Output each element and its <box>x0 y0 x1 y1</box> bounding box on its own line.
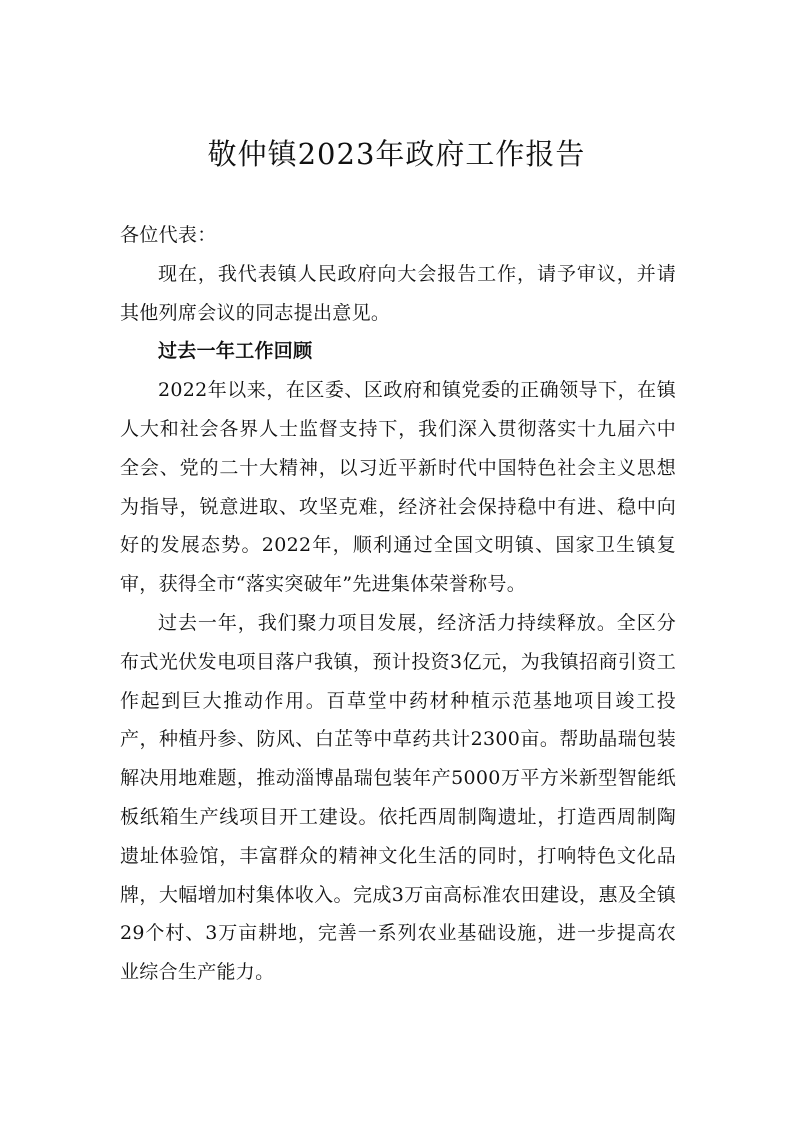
section-heading: 过去一年工作回顾 <box>158 340 313 363</box>
section-paragraph-1: 2022年以来，在区委、区政府和镇党委的正确领导下，在镇人大和社会各界人士监督支持下，我们深入贯彻落实十九届六中全会、党的二十大精神，以习近平新时代中国特色社会主义思想为指导，锐意进取、攻坚克难，经济社会保持稳中有进、稳中向好的发展态势。2022年，顺利通过全国文明镇、国家卫生镇复审，获得全市“落实突破年”先进集体荣誉称号。 <box>120 379 676 596</box>
intro-paragraph: 现在，我代表镇人民政府向大会报告工作，请予审议，并请其他列席会议的同志提出意见。 <box>120 262 676 324</box>
document-title: 敬仲镇2023年政府工作报告 <box>207 137 586 171</box>
document-body <box>120 216 676 992</box>
salutation: 各位代表： <box>120 224 217 246</box>
section-paragraph-2: 过去一年，我们聚力项目发展，经济活力持续释放。全区分布式光伏发电项目落户我镇，预计投资3亿元，为我镇招商引资工作起到巨大推动作用。百草堂中药材种植示范基地项目竣工投产，种植丹参、防风、白芷等中草药共计2300亩。帮助晶瑞包装解决用地难题，推动淄博晶瑞包装年产5000万平方米新型智能纸板纸箱生产线项目开工建设。依托西周制陶遗址，打造西周制陶遗址体验馆，丰富群众的精神文化生活的同时，打响特色文化品牌，大幅增加村集体收入。完成3万亩高标准农田建设，惠及全镇29个村、3万亩耕地，完善一系列农业基础设施，进一步提高农业综合生产能力。 <box>120 611 676 984</box>
